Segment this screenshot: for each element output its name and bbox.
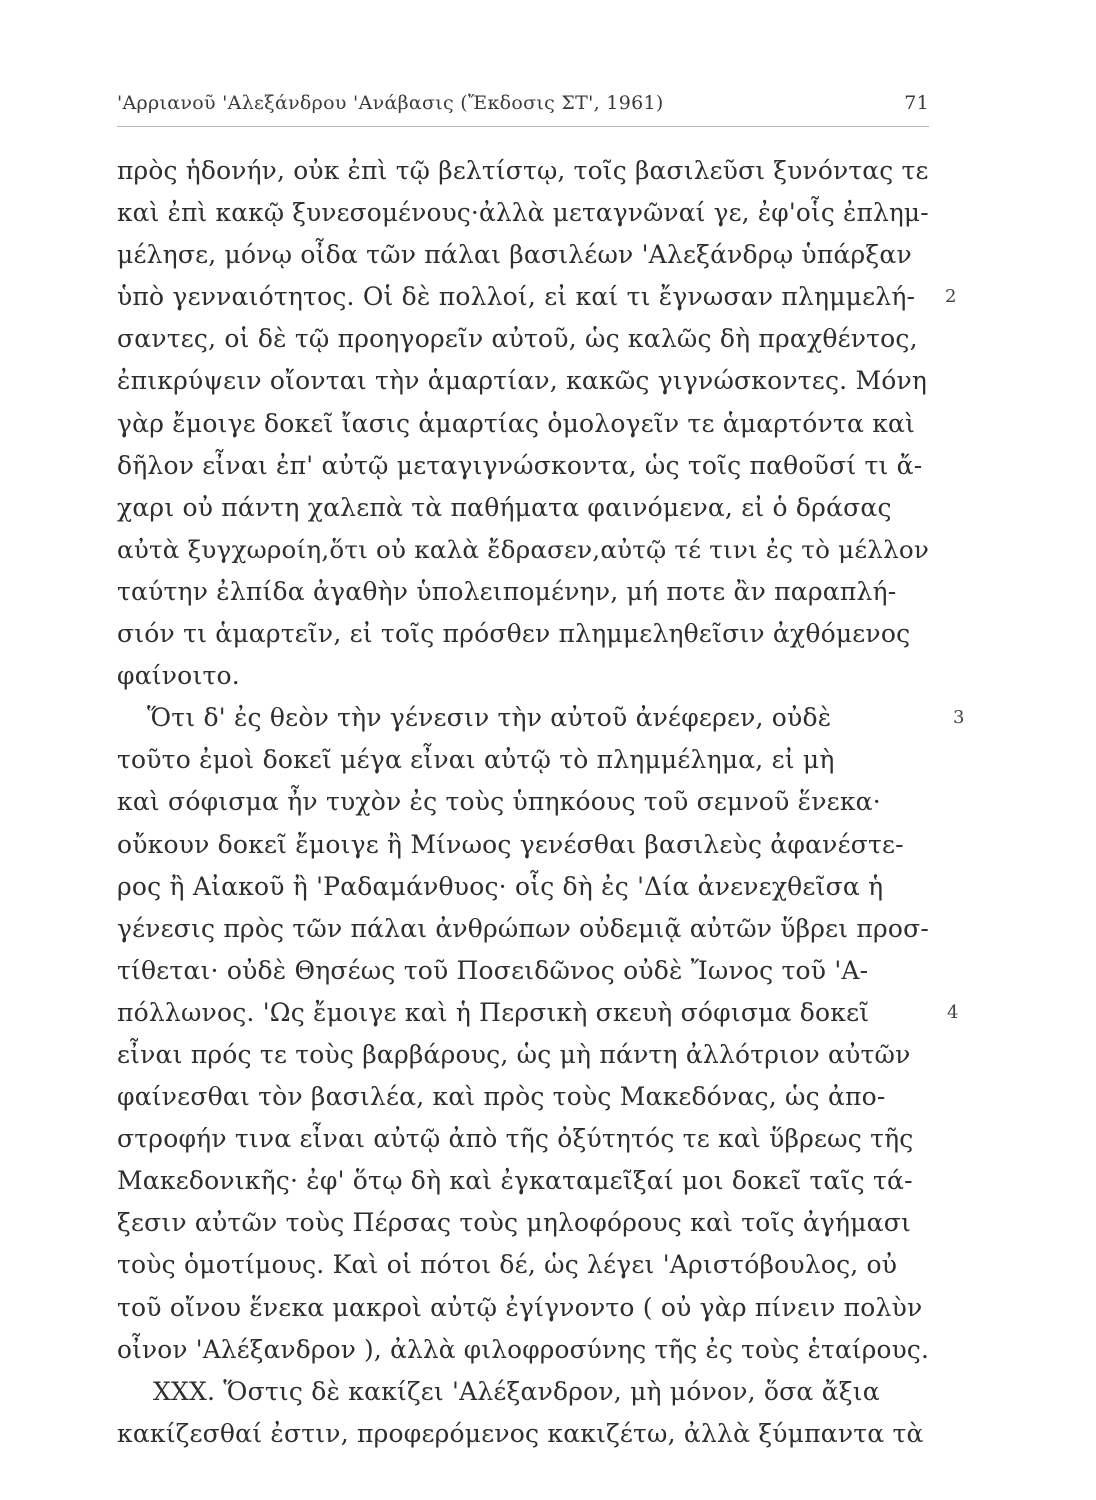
text-line: οἶνον 'Αλέξανδρον ), ἀλλὰ φιλοφροσύνης τῆς ἐς τοὺς ἑταίρους. bbox=[117, 1334, 930, 1364]
section-number: 3 bbox=[953, 707, 965, 729]
page-number: 71 bbox=[904, 92, 929, 114]
section-number: 4 bbox=[947, 1001, 959, 1023]
text-line: καὶ σόφισμα ἦν τυχὸν ἐς τοὺς ὑπηκόους τοῦ σεμνοῦ ἕνεκα· bbox=[117, 787, 881, 817]
text-line: ὑπὸ γενναιότητος. Οἱ δὲ πολλοί, εἰ καί τι ἔγνωσαν πλημμελή- 2 bbox=[117, 276, 947, 318]
text-line: εἶναι πρός τε τοὺς βαρβάρους, ὡς μὴ πάντη ἀλλότριον αὐτῶν bbox=[117, 1039, 911, 1069]
running-head bbox=[117, 92, 929, 122]
text-line: Μακεδονικῆς· ἐφ' ὅτῳ δὴ καὶ ἐγκαταμεῖξαί μοι δοκεῖ ταῖς τά- bbox=[117, 1166, 913, 1196]
text-line: τοῦτο ἐμοὶ δοκεῖ μέγα εἶναι αὐτῷ τὸ πλημμέλημα, εἰ μὴ bbox=[117, 745, 835, 775]
text-line: κακίζεσθαί ἐστιν, προφερόμενος κακιζέτω, ἀλλὰ ξύμπαντα τὰ bbox=[117, 1418, 924, 1448]
text-line: γένεσις πρὸς τῶν πάλαι ἀνθρώπων οὐδεμιᾷ αὐτῶν ὕβρει προσ- bbox=[117, 913, 930, 943]
text-line: τίθεται· οὐδὲ Θησέως τοῦ Ποσειδῶνος οὐδὲ Ἴωνος τοῦ 'Α- bbox=[117, 955, 869, 985]
text-line: τοὺς ὁμοτίμους. Καὶ οἱ πότοι δέ, ὡς λέγει 'Αριστόβουλος, οὐ bbox=[117, 1250, 898, 1280]
text-line: σιόν τι ἁμαρτεῖν, εἰ τοῖς πρόσθεν πλημμεληθεῖσιν ἀχθόμενος bbox=[117, 619, 911, 649]
text-line: ρος ἢ Αἰακοῦ ἢ 'Ραδαμάνθυος· οἷς δὴ ἐς 'Δία ἀνενεχθεῖσα ἡ bbox=[117, 871, 884, 901]
text-line: οὔκουν δοκεῖ ἔμοιγε ἢ Μίνωος γενέσθαι βασιλεὺς ἀφανέστε- bbox=[117, 829, 904, 859]
text-line: καὶ ἐπὶ κακῷ ξυνεσομένους·ἀλλὰ μεταγνῶναί γε, ἐφ'οἷς ἐπλημ- bbox=[117, 198, 929, 228]
text-line: μέλησε, μόνῳ οἶδα τῶν πάλαι βασιλέων 'Αλεξάνδρῳ ὑπάρξαν bbox=[117, 240, 912, 270]
text-line: ταύτην ἐλπίδα ἀγαθὴν ὑπολειπομένην, μή ποτε ἂν παραπλή- bbox=[117, 576, 897, 606]
text-line: δῆλον εἶναι ἐπ' αὐτῷ μεταγιγνώσκοντα, ὡς τοῖς παθοῦσί τι ἄ- bbox=[117, 450, 923, 480]
text-line: φαίνεσθαι τὸν βασιλέα, καὶ πρὸς τοὺς Μακεδόνας, ὡς ἀπο- bbox=[117, 1082, 886, 1112]
text-line: Ὅτι δ' ἐς θεὸν τὴν γένεσιν τὴν αὐτοῦ ἀνέφερεν, οὐδὲ 3 bbox=[117, 697, 947, 739]
text-line: γὰρ ἔμοιγε δοκεῖ ἴασις ἁμαρτίας ὁμολογεῖν τε ἁμαρτόντα καὶ bbox=[117, 408, 916, 438]
text-line: πόλλωνος. 'Ως ἔμοιγε καὶ ἡ Περσικὴ σκευὴ σόφισμα δοκεῖ 4 bbox=[117, 992, 947, 1034]
text-line: ἐπικρύψειν οἴονται τὴν ἁμαρτίαν, κακῶς γιγνώσκοντες. Μόνη bbox=[117, 366, 928, 396]
text-line: ξεσιν αὐτῶν τοὺς Πέρσας τοὺς μηλοφόρους καὶ τοῖς ἀγήμασι bbox=[117, 1208, 912, 1238]
running-title: 'Αρριανοῦ 'Αλεξάνδρου 'Ανάβασις (Ἔκδοσις ΣΤ', 1961) bbox=[117, 92, 664, 114]
text-line: πρὸς ἡδονήν, οὐκ ἐπὶ τῷ βελτίστῳ, τοῖς βασιλεῦσι ξυνόντας τε bbox=[117, 156, 929, 185]
text-line: φαίνοιτο. bbox=[117, 661, 240, 691]
text-line: χαρι οὐ πάντη χαλεπὰ τὰ παθήματα φαινόμενα, εἰ ὁ δράσας bbox=[117, 492, 892, 522]
header-rule bbox=[117, 126, 929, 127]
body-text bbox=[117, 150, 965, 1455]
text-line: σαντες, οἱ δὲ τῷ προηγορεῖν αὐτοῦ, ὡς καλῶς δὴ πραχθέντος, bbox=[117, 324, 918, 354]
text-line: αὐτὰ ξυγχωροίη,ὅτι οὐ καλὰ ἔδρασεν,αὐτῷ τέ τινι ἐς τὸ μέλλον bbox=[117, 534, 930, 564]
text-line: τοῦ οἴνου ἕνεκα μακροὶ αὐτῷ ἐγίγνοντο ( οὐ γὰρ πίνειν πολὺν bbox=[117, 1292, 923, 1322]
section-number: 2 bbox=[945, 286, 957, 308]
chapter-heading-line: XXX. Ὅστις δὲ κακίζει 'Αλέξανδρον, μὴ μόνον, ὅσα ἄξια bbox=[153, 1376, 880, 1406]
text-line: στροφήν τινα εἶναι αὐτῷ ἀπὸ τῆς ὀξύτητός τε καὶ ὕβρεως τῆς bbox=[117, 1124, 914, 1154]
